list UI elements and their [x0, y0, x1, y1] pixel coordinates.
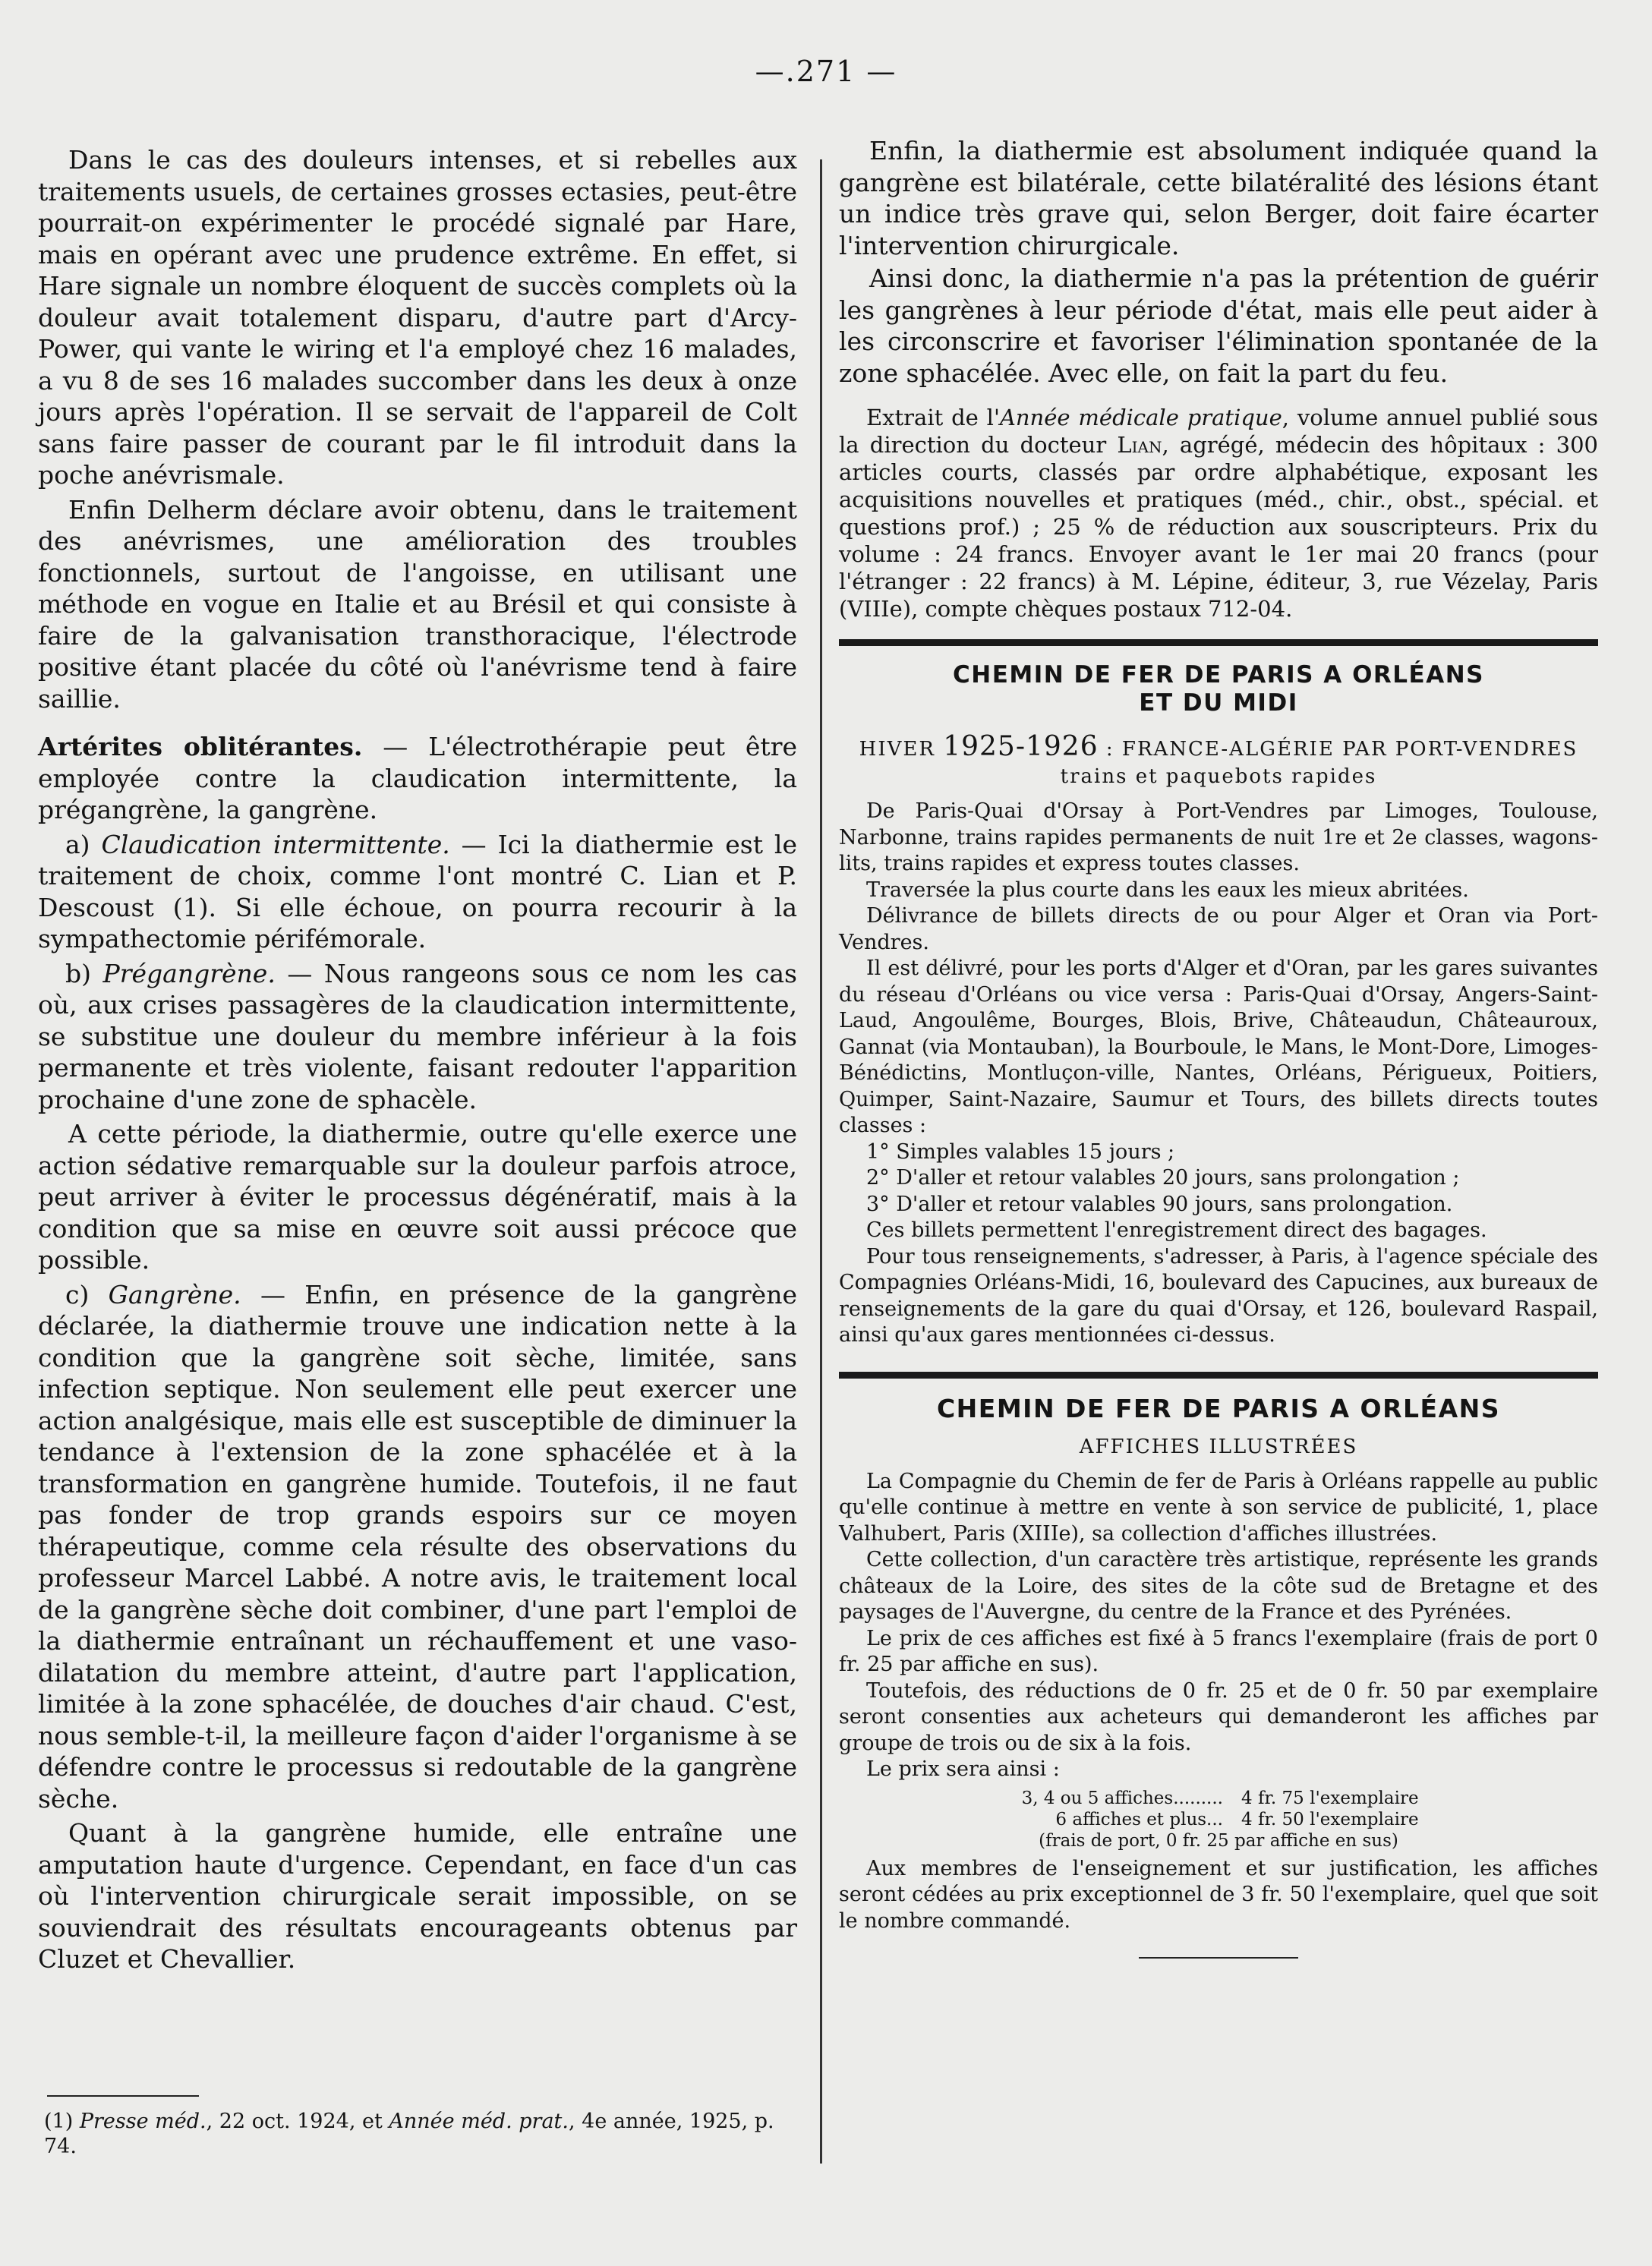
price-qty: 6 affiches et plus...: [1055, 1809, 1223, 1830]
ad2-paragraph-6: Aux membres de l'enseignement et sur justification, les affiches seront cédées au prix exceptionnel de 3 fr. 50 l'exemplaire, quel que soit le nombre commandé.: [839, 1856, 1598, 1933]
paragraph-hare: Dans le cas des douleurs intenses, et si rebelles aux traitements usuels, de certaines grosses ectasies, peut-être pourrait-on expérimenter le procédé signalé par Hare, mais en opérant avec une prudence extrême. En effet, si Hare signale un nombre éloquent de succès complets où la douleur avait totalement disparu, d'autre part d'Arcy-Power, qui vante le wiring et l'a employé chez 16 malades, a vu 8 de ses 16 malades succomber dans les deux à onze jours après l'opération. Il se servait de l'appareil de Colt sans faire passer de courant par le fil introduit dans la poche anévrismale.: [38, 145, 797, 490]
ad1-item-2: 2° D'aller et retour valables 20 jours, sans prolongation ;: [866, 1166, 1460, 1190]
right-column: [839, 135, 1598, 1959]
subsection-claudication: [38, 829, 797, 955]
price-value: 4 fr. 50 l'exemplaire: [1241, 1809, 1419, 1830]
ad1-title-line1: CHEMIN DE FER DE PARIS A ORLÉANS: [953, 661, 1484, 689]
extrait-prefix: Extrait de l': [866, 405, 1000, 430]
sub-c-title: Gangrène.: [108, 1279, 241, 1309]
ad2-paragraph-3: Le prix de ces affiches est fixé à 5 francs l'exemplaire (frais de port 0 fr. 25 par affiche en sus).: [839, 1626, 1598, 1676]
section-title: Artérites oblitérantes.: [38, 732, 363, 761]
paragraph-ainsi-donc: Ainsi donc, la diathermie n'a pas la prétention de guérir les gangrènes à leur période d'état, mais elle peut aider à les circonscrire et favoriser l'élimination spontanée de la zone sphacélée. Avec elle, on fait la part du feu.: [839, 263, 1598, 388]
ad1-paragraph-2: Traversée la plus courte dans les eaux les mieux abritées.: [866, 878, 1469, 902]
footnote-date: , 22 oct. 1924, et: [206, 2110, 389, 2133]
advertisement-affiches: [839, 1394, 1598, 1959]
ad1-paragraph-3: Délivrance de billets directs de ou pour Alger et Oran via Port-Vendres.: [839, 904, 1598, 954]
advertisement-orleans-midi: [839, 661, 1598, 1349]
ad1-season: [839, 731, 1598, 762]
end-rule: [1139, 1957, 1298, 1959]
ad1-season-route: : FRANCE-ALGÉRIE PAR PORT-VENDRES: [1098, 738, 1578, 761]
extrait-author: Lian: [1117, 432, 1162, 458]
price-row: [839, 1788, 1598, 1809]
footnote-edition: , 4e année, 1925, p. 74.: [44, 2110, 774, 2158]
ad2-paragraph-1: La Compagnie du Chemin de fer de Paris à Orléans rappelle au public qu'elle continue à mettre en vente à son service de publicité, 1, place Valhubert, Paris (XIIIe), sa collection d'affiches illustrées.: [839, 1469, 1598, 1546]
left-column: [38, 144, 797, 1978]
ad1-title-line2: ET DU MIDI: [1139, 689, 1298, 717]
sub-a-text: — Ici la diathermie est le traitement de choix, comme l'ont montré C. Lian et P. Descoust (1). Si elle échoue, on pourra recourir à la sympathectomie périfémorale.: [38, 829, 797, 953]
sub-b-label: b): [65, 958, 103, 988]
section-arterites: [38, 731, 797, 826]
ad1-paragraph-6: Pour tous renseignements, s'adresser, à Paris, à l'agence spéciale des Compagnies Orléans-Midi, 16, boulevard des Capucines, aux bureaux de renseignements de la gare du quai d'Orsay, et 126, boulevard Raspail, ainsi qu'aux gares mentionnées ci-dessus.: [839, 1244, 1598, 1347]
price-table: [839, 1788, 1598, 1852]
paragraph-bilaterale: Enfin, la diathermie est absolument indiquée quand la gangrène est bilatérale, cette bilatéralité des lésions étant un indice très grave qui, selon Berger, doit faire écarter l'intervention chirurgicale.: [839, 136, 1598, 260]
ad2-subtitle: AFFICHES ILLUSTRÉES: [1079, 1435, 1358, 1458]
paragraph-delherm: Enfin Delherm déclare avoir obtenu, dans le traitement des anévrismes, une amélioration des troubles fonctionnels, surtout de l'angoisse, en utilisant une méthode en vogue en Italie et au Brésil et qui consiste à faire de la galvanisation transthoracique, l'électrode positive étant placée du côté où l'anévrisme tend à faire saillie.: [38, 494, 797, 714]
column-divider: [820, 159, 822, 2164]
sub-c-label: c): [65, 1279, 109, 1309]
ad1-paragraph-1: De Paris-Quai d'Orsay à Port-Vendres par Limoges, Toulouse, Narbonne, trains rapides permanents de nuit 1re et 2e classes, wagons-lits, trains rapides et express toutes classes.: [839, 799, 1598, 875]
ad1-paragraph-4: Il est délivré, pour les ports d'Alger et d'Oran, par les gares suivantes du réseau d'Orléans ou vice versa : Paris-Quai d'Orsay, Angers-Saint-Laud, Angoulême, Bourges, Blois, Brive, Châteaudun, Châteauroux, Gannat (via Montauban), la Bourboule, le Mans, le Mont-Dore, Limoges-Bénédictins, Montluçon-ville, Nantes, Orléans, Périgueux, Poitiers, Quimper, Saint-Nazaire, Saumur et Tours, des billets directs toutes classes :: [839, 957, 1598, 1137]
extrait-notice: [839, 404, 1598, 622]
footnote-source-1: Presse méd.: [79, 2110, 206, 2133]
sub-a-label: a): [65, 829, 102, 859]
paragraph-diathermie-action: A cette période, la diathermie, outre qu'elle exerce une action sédative remarquable sur la douleur parfois atroce, peut arriver à éviter le processus dégénératif, mais à la condition que sa mise en œuvre soit aussi précoce que possible.: [38, 1119, 797, 1275]
price-qty: 3, 4 ou 5 affiches.........: [1021, 1788, 1223, 1808]
ad1-body: [839, 799, 1598, 1349]
ad2-paragraph-4: Toutefois, des réductions de 0 fr. 25 et de 0 fr. 50 par exemplaire seront consenties aux acheteurs qui demanderont les affiches par groupe de trois ou de six à la fois.: [839, 1678, 1598, 1755]
page-number: —.271 —: [755, 55, 897, 88]
right-intro: [839, 135, 1598, 389]
thick-rule-1: [839, 639, 1598, 646]
extrait-details: , agrégé, médecin des hôpitaux : 300 articles courts, classés par ordre alphabétique, exposant les acquisitions nouvelles et pratiques (méd., chir., obst., spécial. et questions prof.) ; 25 % de réduction aux souscripteurs. Prix du volume : 24 francs. Envoyer avant le 1er mai 20 francs (pour l'étranger : 22 francs) à M. Lépine, éditeur, 3, rue Vézelay, Paris (VIIIe), compte chèques postaux 712-04.: [839, 432, 1598, 622]
section-text: — L'électrothérapie peut être employée contre la claudication intermittente, la prégangrène, la gangrène.: [38, 732, 797, 824]
subsection-pregangrene: [38, 958, 797, 1116]
sub-c-text: — Enfin, en présence de la gangrène déclarée, la diathermie trouve une indication nette à la condition que la gangrène soit sèche, limitée, sans infection septique. Non seulement elle peut exercer une action analgésique, mais elle est susceptible de diminuer la tendance à l'extension de la zone sphacélée et à la transformation en gangrène humide. Toutefois, il ne faut pas fonder de trop grands espoirs sur ce moyen thérapeutique, comme cela résulte des observations du professeur Marcel Labbé. A notre avis, le traitement local de la gangrène sèche doit combiner, d'une part l'emploi de la diathermie entraînant un réchauffement et une vaso-dilatation du membre atteint, d'autre part l'application, limitée à la zone sphacélée, de douches d'air chaud. C'est, nous semble-t-il, la meilleure façon d'aider l'organisme à se défendre contre le processus si redoutable de la gangrène sèche.: [38, 1279, 797, 1814]
footnote-source-2: Année méd. prat.: [389, 2110, 569, 2133]
ad2-body: [839, 1469, 1598, 1935]
ad2-paragraph-5: Le prix sera ainsi :: [866, 1757, 1060, 1781]
ad1-item-1: 1° Simples valables 15 jours ;: [866, 1139, 1175, 1164]
subsection-gangrene: [38, 1279, 797, 1815]
footnote-divider: [47, 2095, 199, 2097]
ad2-title: CHEMIN DE FER DE PARIS A ORLÉANS: [936, 1393, 1501, 1423]
extrait-middle: , volume annuel publié sous la direction du docteur: [839, 405, 1599, 458]
extrait-title: Année médicale pratique: [999, 405, 1282, 430]
ad1-season-label: HIVER: [859, 738, 944, 761]
ad1-paragraph-5: Ces billets permettent l'enregistrement direct des bagages.: [866, 1218, 1487, 1242]
sub-a-title: Claudication intermittente.: [101, 829, 450, 859]
ad2-paragraph-2: Cette collection, d'un caractère très artistique, représente les grands châteaux de la Loire, des sites de la côte sud de Bretagne et des paysages de l'Auvergne, du centre de la France et des Pyrénées.: [839, 1548, 1598, 1624]
footnote-marker: (1): [44, 2110, 80, 2133]
sub-b-text: — Nous rangeons sous ce nom les cas où, aux crises passagères de la claudication intermittente, se substitue une douleur du membre inférieur à la fois permanente et très violente, faisant redouter l'apparition prochaine d'une zone de sphacèle.: [38, 958, 797, 1114]
price-row: [839, 1809, 1598, 1830]
price-note: (frais de port, 0 fr. 25 par affiche en sus): [1039, 1830, 1398, 1851]
sub-b-title: Prégangrène.: [102, 958, 276, 988]
paragraph-gangrene-humide: Quant à la gangrène humide, elle entraîne une amputation haute d'urgence. Cependant, en face d'un cas où l'intervention chirurgicale serait impossible, on se souviendrait des résultats encourageants obtenus par Cluzet et Chevallier.: [38, 1818, 797, 1974]
ad1-item-3: 3° D'aller et retour valables 90 jours, sans prolongation.: [866, 1192, 1453, 1216]
ad1-season-service: trains et paquebots rapides: [1060, 765, 1377, 788]
ad1-season-years: 1925-1926: [943, 731, 1099, 762]
thick-rule-2: [839, 1372, 1598, 1379]
footnote: [44, 2109, 803, 2159]
price-value: 4 fr. 75 l'exemplaire: [1241, 1788, 1419, 1808]
